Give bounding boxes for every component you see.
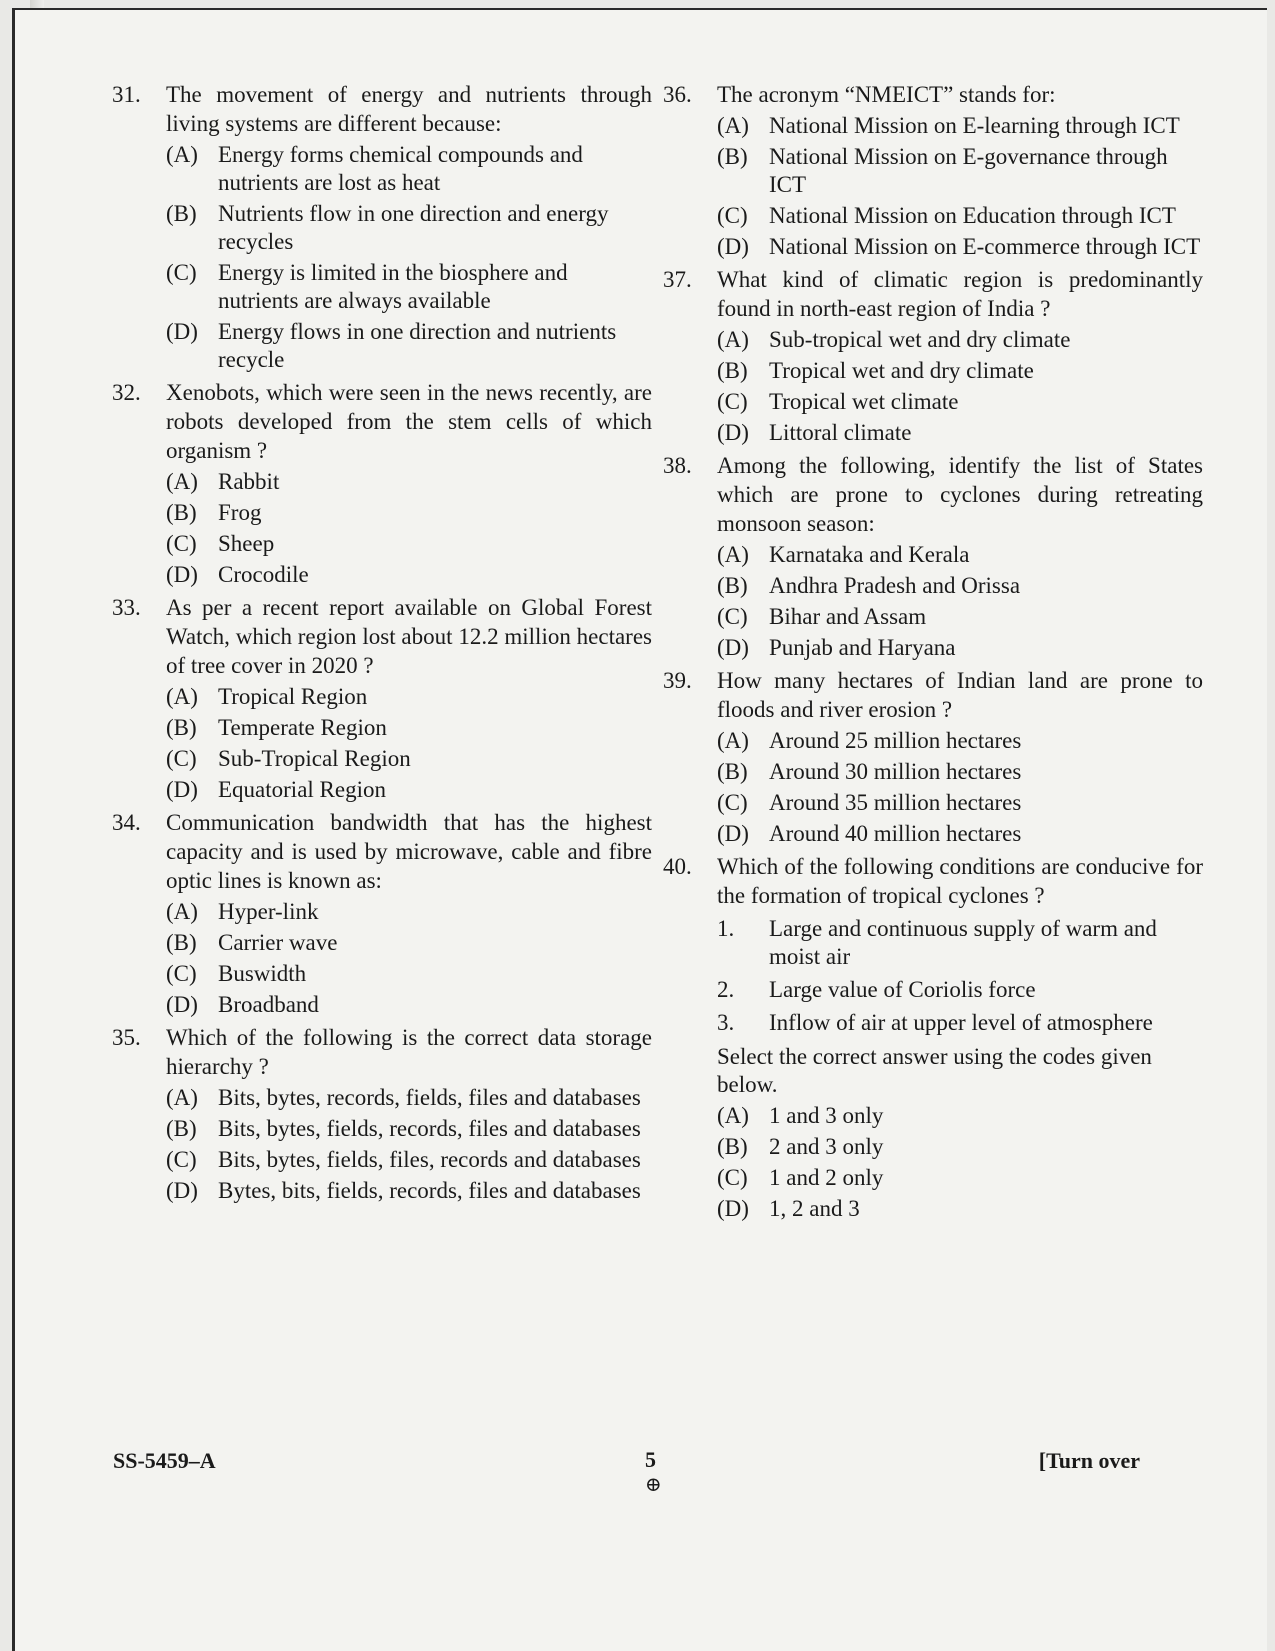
option-key: (D) (166, 1178, 198, 1203)
option-key: (B) (166, 201, 197, 226)
answer-option (166, 745, 652, 773)
option-text: Energy is limited in the biosphere and nutrients are always available (218, 260, 568, 313)
answer-option (717, 388, 1203, 416)
question-block (112, 593, 652, 804)
answer-option (717, 603, 1203, 631)
answer-option (166, 200, 652, 256)
option-key: (C) (166, 961, 197, 986)
statement-number: 3. (717, 1010, 735, 1035)
option-text: Energy flows in one direction and nutrients recycle (218, 319, 617, 372)
paper-code: SS-5459–A (113, 1448, 216, 1473)
registration-mark: ⊕ (645, 1474, 662, 1496)
option-text: 1 and 2 only (769, 1165, 884, 1190)
option-text: 1 and 3 only (769, 1103, 884, 1128)
statement-text: Inflow of air at upper level of atmosphere (769, 1010, 1153, 1035)
option-key: (C) (717, 389, 748, 414)
option-text: Bits, bytes, fields, files, records and databases (218, 1147, 641, 1172)
option-text: Frog (218, 500, 262, 525)
answer-option (166, 259, 652, 315)
option-text: Tropical Region (218, 684, 368, 709)
option-key: (B) (717, 1134, 748, 1159)
answer-option (166, 561, 652, 589)
option-key: (A) (166, 899, 198, 924)
option-key: (C) (166, 531, 197, 556)
answer-option (166, 714, 652, 742)
statement-number: 1. (717, 916, 735, 941)
option-text: Andhra Pradesh and Orissa (769, 573, 1021, 598)
option-text: Equatorial Region (218, 777, 386, 802)
option-key: (D) (166, 992, 198, 1017)
option-key: (B) (717, 759, 748, 784)
option-text: National Mission on Education through ICT (769, 203, 1176, 228)
statement-number: 2. (717, 977, 735, 1002)
answer-option (717, 233, 1203, 261)
answer-option (717, 202, 1203, 230)
question-block (663, 80, 1203, 261)
answer-option (717, 634, 1203, 662)
option-text: Tropical wet and dry climate (769, 358, 1034, 383)
question-block (663, 265, 1203, 447)
question-number: 37. (663, 267, 692, 292)
option-text: Sub-tropical wet and dry climate (769, 327, 1071, 352)
option-key: (C) (717, 1165, 748, 1190)
option-key: (A) (717, 113, 749, 138)
option-key: (D) (717, 420, 749, 445)
option-key: (B) (166, 715, 197, 740)
option-key: (C) (717, 790, 748, 815)
question-block (112, 1023, 652, 1205)
option-text: Bytes, bits, fields, records, files and databases (218, 1178, 641, 1203)
question-text: Among the following, identify the list of States which are prone to cyclones during retreating monsoon season: (717, 453, 1203, 536)
question-instruction: Select the correct answer using the codes given below. (717, 1044, 1152, 1097)
question-block (663, 666, 1203, 848)
option-key: (C) (166, 1147, 197, 1172)
option-text: Around 40 million hectares (769, 821, 1022, 846)
option-text: Around 35 million hectares (769, 790, 1022, 815)
answer-option (717, 326, 1203, 354)
answer-option (166, 991, 652, 1019)
question-block (112, 378, 652, 589)
answer-option (717, 820, 1203, 848)
option-key: (D) (166, 319, 198, 344)
answer-option (166, 683, 652, 711)
answer-option (166, 929, 652, 957)
option-key: (D) (717, 821, 749, 846)
option-text: Littoral climate (769, 420, 912, 445)
page-number: 5 (645, 1447, 656, 1472)
answer-option (166, 898, 652, 926)
option-key: (A) (166, 1085, 198, 1110)
option-key: (B) (166, 930, 197, 955)
option-text: Around 25 million hectares (769, 728, 1022, 753)
option-key: (D) (717, 1196, 749, 1221)
question-text: The movement of energy and nutrients through living systems are different because: (166, 82, 652, 136)
option-key: (A) (166, 469, 198, 494)
answer-option (717, 112, 1203, 140)
option-text: Bits, bytes, fields, records, files and databases (218, 1116, 641, 1141)
option-key: (A) (717, 728, 749, 753)
answer-option (717, 541, 1203, 569)
option-text: Carrier wave (218, 930, 338, 955)
option-text: Crocodile (218, 562, 309, 587)
question-text: What kind of climatic region is predominantly found in north-east region of India ? (717, 267, 1203, 321)
question-block (112, 80, 652, 374)
option-key: (D) (717, 234, 749, 259)
option-text: Sub-Tropical Region (218, 746, 411, 771)
option-text: 1, 2 and 3 (769, 1196, 860, 1221)
option-key: (B) (717, 144, 748, 169)
question-text: Xenobots, which were seen in the news recently, are robots developed from the stem cells of which organism ? (166, 380, 652, 463)
option-text: Bihar and Assam (769, 604, 927, 629)
statement-item (717, 915, 1203, 971)
answer-option (717, 143, 1203, 199)
question-number: 33. (112, 595, 141, 620)
option-text: Bits, bytes, records, fields, files and databases (218, 1085, 641, 1110)
question-text: How many hectares of Indian land are prone to floods and river erosion ? (717, 668, 1203, 722)
option-text: National Mission on E-commerce through ICT (769, 234, 1201, 259)
option-text: Buswidth (218, 961, 307, 986)
option-text: Tropical wet climate (769, 389, 959, 414)
question-number: 31. (112, 82, 141, 107)
right-column (663, 80, 1203, 1227)
statement-item (717, 1009, 1203, 1037)
statement-item (717, 976, 1203, 1004)
option-key: (C) (166, 746, 197, 771)
question-number: 35. (112, 1025, 141, 1050)
answer-option (166, 1177, 652, 1205)
answer-option (717, 1133, 1203, 1161)
answer-option (717, 419, 1203, 447)
answer-option (166, 141, 652, 197)
question-block (112, 808, 652, 1019)
option-key: (A) (717, 327, 749, 352)
question-number: 38. (663, 453, 692, 478)
option-text: Sheep (218, 531, 275, 556)
option-key: (B) (717, 573, 748, 598)
answer-option (166, 1084, 652, 1112)
question-text: As per a recent report available on Global Forest Watch, which region lost about 12.2 million hectares of tree cover in 2020 ? (166, 595, 652, 678)
answer-option (717, 1102, 1203, 1130)
answer-option (717, 758, 1203, 786)
option-key: (C) (717, 203, 748, 228)
option-text: National Mission on E-governance through ICT (769, 144, 1168, 197)
question-text: The acronym “NMEICT” stands for: (717, 82, 1056, 107)
option-key: (D) (166, 562, 198, 587)
option-text: Temperate Region (218, 715, 387, 740)
statement-text: Large value of Coriolis force (769, 977, 1036, 1002)
answer-option (717, 1195, 1203, 1223)
option-text: Around 30 million hectares (769, 759, 1022, 784)
option-key: (A) (717, 1103, 749, 1128)
option-text: Hyper-link (218, 899, 319, 924)
answer-option (166, 1146, 652, 1174)
question-text: Which of the following is the correct data storage hierarchy ? (166, 1025, 652, 1079)
option-key: (A) (717, 542, 749, 567)
answer-option (717, 789, 1203, 817)
answer-option (717, 727, 1203, 755)
answer-option (166, 530, 652, 558)
question-block (663, 451, 1203, 662)
answer-option (166, 960, 652, 988)
question-text: Communication bandwidth that has the highest capacity and is used by microwave, cable and fibre optic lines is known as: (166, 810, 652, 893)
option-key: (A) (166, 684, 198, 709)
option-key: (A) (166, 142, 198, 167)
answer-option (166, 1115, 652, 1143)
question-text: Which of the following conditions are conducive for the formation of tropical cyclones ? (717, 854, 1203, 908)
turn-over-label: [Turn over (1038, 1448, 1140, 1473)
option-text: Nutrients flow in one direction and energy recycles (218, 201, 609, 254)
option-text: Karnataka and Kerala (769, 542, 970, 567)
option-key: (C) (717, 604, 748, 629)
option-key: (D) (166, 777, 198, 802)
option-text: 2 and 3 only (769, 1134, 884, 1159)
option-text: Punjab and Haryana (769, 635, 956, 660)
answer-option (717, 1164, 1203, 1192)
answer-option (166, 776, 652, 804)
option-key: (C) (166, 260, 197, 285)
option-text: Energy forms chemical compounds and nutrients are lost as heat (218, 142, 583, 195)
statement-text: Large and continuous supply of warm and moist air (769, 916, 1157, 969)
option-key: (D) (717, 635, 749, 660)
option-text: National Mission on E-learning through ICT (769, 113, 1180, 138)
left-column (112, 80, 652, 1209)
answer-option (166, 499, 652, 527)
question-number: 32. (112, 380, 141, 405)
question-number: 39. (663, 668, 692, 693)
question-number: 40. (663, 854, 692, 879)
option-key: (B) (717, 358, 748, 383)
option-key: (B) (166, 1116, 197, 1141)
option-key: (B) (166, 500, 197, 525)
option-text: Broadband (218, 992, 319, 1017)
option-text: Rabbit (218, 469, 280, 494)
answer-option (166, 318, 652, 374)
answer-option (717, 357, 1203, 385)
answer-option (166, 468, 652, 496)
question-number: 34. (112, 810, 141, 835)
question-block (663, 852, 1203, 1223)
question-number: 36. (663, 82, 692, 107)
answer-option (717, 572, 1203, 600)
